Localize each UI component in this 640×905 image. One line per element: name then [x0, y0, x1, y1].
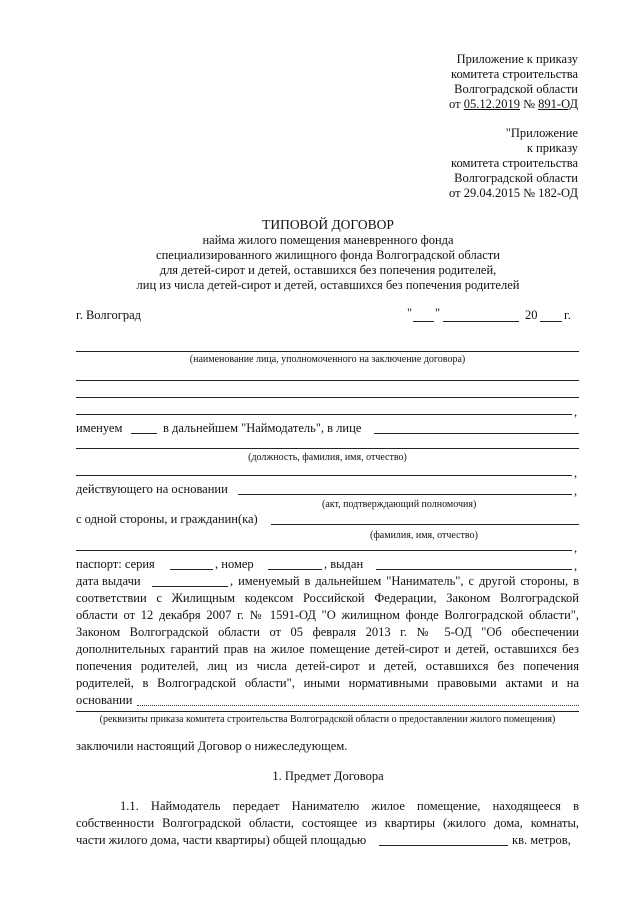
passport-series-field[interactable] — [170, 569, 213, 570]
authorized-field-3[interactable] — [76, 397, 579, 398]
named-landlord: в дальнейшем "Наймодатель", в лице — [163, 421, 362, 435]
passport-issued-label: , выдан — [324, 557, 364, 571]
appendix-line: "Приложение — [505, 126, 578, 140]
area-unit: кв. метров, — [512, 833, 571, 847]
citizen-field-2[interactable] — [76, 550, 572, 551]
paragraph-line: попечения родителей, лиц из числа детей-сирот и детей, оставшихся без попечения — [76, 659, 579, 673]
passport-issued-field[interactable] — [376, 569, 572, 570]
acting-basis-label: действующего на основании — [76, 482, 228, 496]
paragraph-line: соответствии с Жилищным кодексом Российской Федерации, Законом Волгоградской — [76, 591, 579, 605]
month-field[interactable] — [443, 321, 519, 322]
year-prefix: 20 — [525, 308, 538, 322]
title-main: ТИПОВОЙ ДОГОВОР — [262, 217, 394, 232]
order-number: 891-ОД — [538, 97, 578, 111]
authorized-field[interactable] — [76, 351, 579, 352]
comma: , — [574, 541, 578, 555]
representative-field[interactable] — [374, 433, 579, 434]
appendix-line: Волгоградской области — [454, 82, 578, 96]
paragraph-line: дополнительных гарантий прав на жилое помещение детей-сирот и детей, оставшихся без — [76, 642, 579, 656]
caption-fio: (фамилия, имя, отчество) — [370, 530, 478, 541]
paragraph-line: области от 12 декабря 2007 г. № 1591-ОД "О жилищном фонде Волгоградской области", — [76, 608, 579, 622]
appendix-line: от 29.04.2015 № 182-ОД — [449, 186, 578, 200]
paragraph-line: родителей, в Волгоградской области", иными нормативными правовыми актами и на — [76, 676, 579, 690]
appendix-line: комитета строительства — [451, 156, 578, 170]
appendix-header — [449, 52, 578, 112]
order-date: 05.12.2019 — [463, 97, 520, 111]
title-sub: лиц из числа детей-сирот и детей, оставшихся без попечения родителей — [136, 278, 520, 292]
position-field-2[interactable] — [76, 475, 572, 476]
title-sub: для детей-сирот и детей, оставшихся без попечения родителей, — [159, 263, 497, 277]
concluded-text: заключили настоящий Договор о нижеследующем. — [76, 739, 348, 753]
issue-date-field[interactable] — [152, 586, 228, 587]
appendix-line: к приказу — [526, 141, 578, 155]
title-sub: специализированного жилищного фонда Волгоградской области — [156, 248, 500, 262]
comma: , — [574, 484, 578, 498]
passport-series-label: паспорт: серия — [76, 557, 155, 571]
appendix-line: Приложение к приказу — [456, 52, 578, 66]
year-field[interactable] — [540, 321, 562, 322]
comma: , — [574, 466, 578, 480]
day-field[interactable] — [413, 321, 434, 322]
caption-order: (реквизиты приказа комитета строительства Волгоградской области о предоставлении жилого помещения) — [99, 714, 556, 725]
clause-line: собственности Волгоградской области, состоящее из квартиры (жилого дома, комнаты, — [76, 816, 579, 830]
named-prefix: именуем — [76, 421, 123, 435]
comma: , — [574, 559, 578, 573]
paragraph-line: Законом Волгоградской области от 05 февраля 2013 г. № 5-ОД "Об обеспечении — [76, 625, 579, 639]
title-sub: найма жилого помещения маневренного фонда — [202, 233, 454, 247]
issue-date-label: дата выдачи — [76, 574, 141, 588]
quote: " — [435, 306, 441, 320]
appendix-order-line: от 05.12.2019 № 891-ОД — [449, 97, 578, 111]
appendix-line: комитета строительства — [451, 67, 578, 81]
year-suffix: г. — [564, 308, 571, 322]
caption-act: (акт, подтверждающий полномочия) — [322, 499, 477, 510]
city: г. Волгоград — [76, 308, 141, 322]
clause-line: части жилого дома, части квартиры) общей площадью — [76, 833, 367, 847]
order-requisites-field[interactable] — [76, 711, 579, 712]
gender-ending-field[interactable] — [131, 433, 157, 434]
authorized-field-2[interactable] — [76, 380, 579, 381]
position-field[interactable] — [76, 448, 579, 449]
document-title — [0, 217, 640, 293]
clause-line: 1.1. Наймодатель передает Нанимателю жилое помещение, находящееся в — [120, 799, 579, 813]
basis-label: основании — [76, 693, 133, 707]
comma: , — [574, 405, 578, 419]
appendix-original-header — [449, 126, 578, 201]
quote: " — [407, 306, 413, 320]
caption-authorized: (наименование лица, уполномоченного на заключение договора) — [189, 354, 466, 365]
area-field[interactable] — [379, 845, 508, 846]
authorized-field-4[interactable] — [76, 414, 572, 415]
passport-number-field[interactable] — [268, 569, 322, 570]
passport-number-label: , номер — [215, 557, 254, 571]
tenant-intro: , именуемый в дальнейшем "Наниматель", с другой стороны, в — [230, 574, 579, 588]
order-basis-field[interactable] — [137, 705, 579, 706]
section-heading: 1. Предмет Договора — [272, 769, 384, 783]
acting-basis-field[interactable] — [238, 494, 572, 495]
appendix-line: Волгоградской области — [454, 171, 578, 185]
caption-position: (должность, фамилия, имя, отчество) — [248, 452, 407, 463]
one-side-label: с одной стороны, и гражданин(ка) — [76, 512, 258, 526]
citizen-field[interactable] — [271, 524, 579, 525]
